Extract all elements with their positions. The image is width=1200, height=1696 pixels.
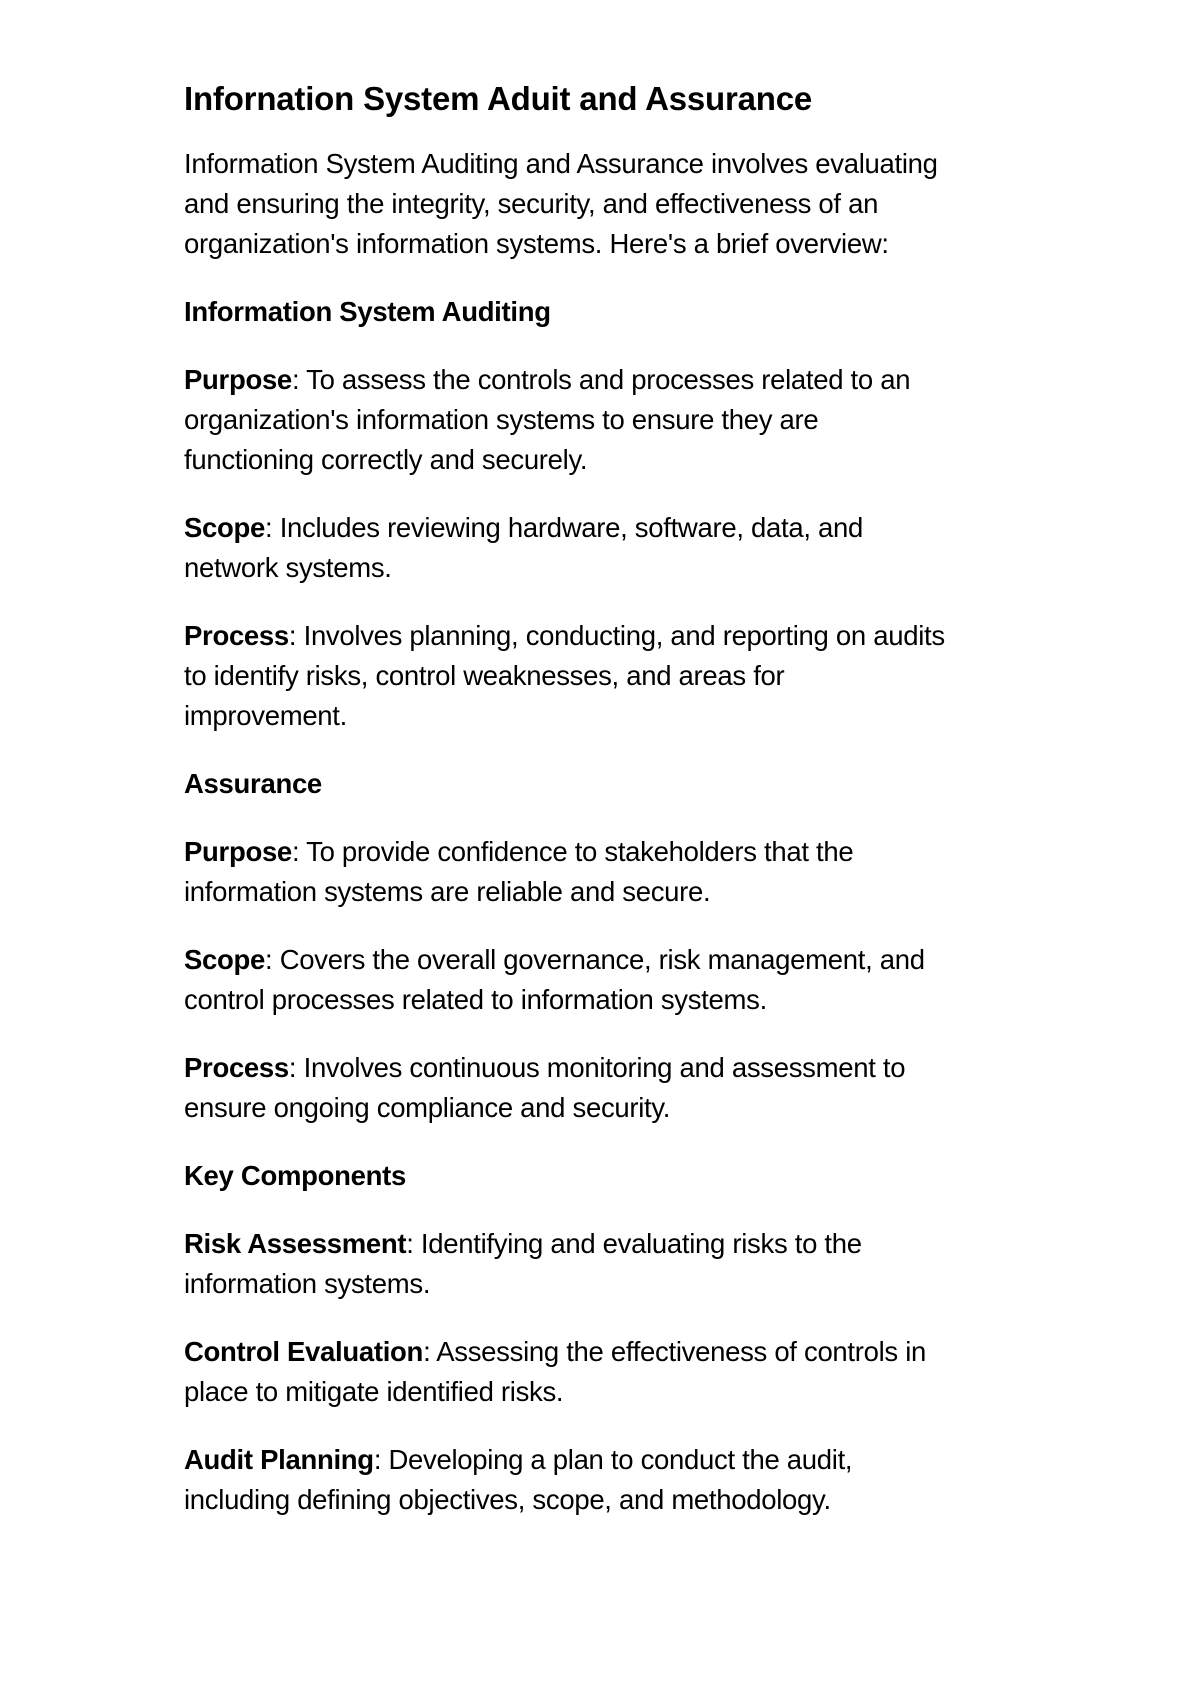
auditing-scope-paragraph — [184, 508, 1044, 588]
control-evaluation-paragraph — [184, 1332, 1044, 1412]
control-evaluation-term: Control Evaluation — [184, 1336, 424, 1367]
control-evaluation-text: : Assessing the effectiveness of controls in place to mitigate identified risks. — [184, 1336, 927, 1407]
section-heading-key-components: Key Components — [184, 1160, 406, 1191]
assurance-process-text: : Involves continuous monitoring and assessment to ensure ongoing compliance and security. — [184, 1052, 906, 1123]
auditing-process-term: Process — [184, 620, 289, 651]
auditing-process-paragraph — [184, 616, 1044, 736]
audit-planning-term: Audit Planning — [184, 1444, 374, 1475]
risk-assessment-text: : Identifying and evaluating risks to the information systems. — [184, 1228, 862, 1299]
assurance-process-paragraph — [184, 1048, 1044, 1128]
assurance-scope-term: Scope — [184, 944, 266, 975]
risk-assessment-term: Risk Assessment — [184, 1228, 407, 1259]
document-title: Infornation System Aduit and Assurance — [184, 80, 813, 117]
audit-planning-paragraph — [184, 1440, 1044, 1520]
audit-planning-text: : Developing a plan to conduct the audit, including defining objectives, scope, and methodology. — [184, 1444, 853, 1515]
auditing-scope-term: Scope — [184, 512, 266, 543]
auditing-purpose-paragraph — [184, 360, 1044, 480]
assurance-purpose-paragraph — [184, 832, 1044, 912]
assurance-process-term: Process — [184, 1052, 289, 1083]
auditing-purpose-text: : To assess the controls and processes related to an organization's information systems to ensure they are functioning correctly and securely. — [184, 364, 911, 475]
risk-assessment-paragraph — [184, 1224, 1044, 1304]
assurance-purpose-term: Purpose — [184, 836, 292, 867]
auditing-process-text: : Involves planning, conducting, and reporting on audits to identify risks, control weaknesses, and areas for improvement. — [184, 620, 945, 731]
auditing-purpose-term: Purpose — [184, 364, 292, 395]
assurance-scope-text: : Covers the overall governance, risk management, and control processes related to information systems. — [184, 944, 925, 1015]
document-body — [184, 76, 1044, 1548]
assurance-scope-paragraph — [184, 940, 1044, 1020]
intro-paragraph: Information System Auditing and Assurance involves evaluating and ensuring the integrity, security, and effectiveness of an organization's information systems. Here's a brief overview: — [184, 148, 938, 259]
assurance-purpose-text: : To provide confidence to stakeholders that the information systems are reliable and secure. — [184, 836, 854, 907]
section-heading-auditing: Information System Auditing — [184, 296, 551, 327]
auditing-scope-text: : Includes reviewing hardware, software, data, and network systems. — [184, 512, 864, 583]
section-heading-assurance: Assurance — [184, 768, 322, 799]
